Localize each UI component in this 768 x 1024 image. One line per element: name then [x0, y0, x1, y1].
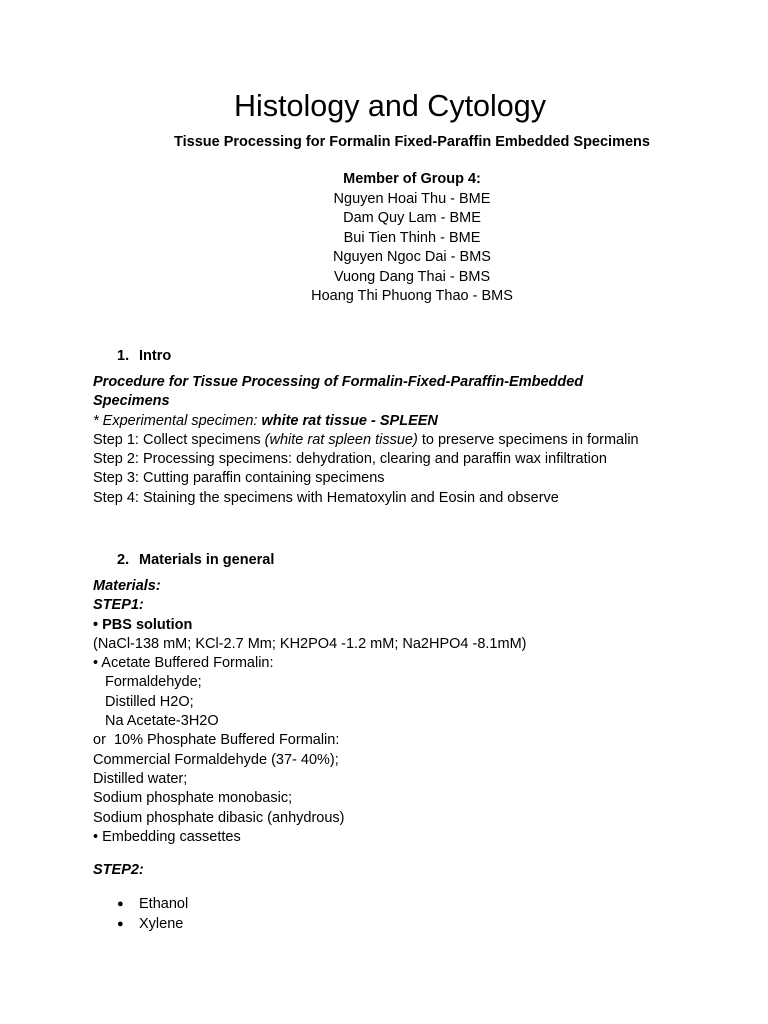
document-title: Histology and Cytology — [234, 89, 546, 123]
acetate-item: Distilled H2O; — [105, 693, 194, 710]
experimental-specimen — [93, 412, 753, 431]
group-members — [0, 170, 768, 307]
step-1-italic: (white rat spleen tissue) — [264, 431, 418, 448]
member-name: Bui Tien Thinh - BME — [343, 229, 481, 246]
procedure-title: Procedure for Tissue Processing of Formalin-Fixed-Paraffin-Embedded — [93, 374, 584, 390]
section-title: Intro — [139, 348, 172, 364]
list-item — [117, 914, 188, 934]
phosphate-item: Distilled water; — [93, 770, 188, 787]
intro-body — [93, 373, 753, 508]
pbs-detail: (NaCl-138 mM; KCl-2.7 Mm; KH2PO4 -1.2 mM; Na2HPO4 -8.1mM) — [93, 635, 527, 652]
member-name: Vuong Dang Thai - BMS — [333, 268, 491, 285]
step-2: Step 2: Processing specimens: dehydration, clearing and paraffin wax infiltration — [93, 451, 607, 468]
list-item-text: Ethanol — [139, 896, 189, 912]
phosphate-item: Commercial Formaldehyde (37- 40%); — [93, 751, 339, 768]
member-name: Dam Quy Lam - BME — [343, 210, 481, 226]
step1-label: STEP1: — [93, 597, 144, 614]
section-heading-materials — [117, 551, 274, 569]
document-subtitle: Tissue Processing for Formalin Fixed-Paraffin Embedded Specimens — [174, 134, 650, 150]
step2-list — [117, 894, 188, 934]
bullet-icon: ● — [117, 898, 124, 910]
step-4: Step 4: Staining the specimens with Hematoxylin and Eosin and observe — [93, 489, 559, 506]
phosphate-formalin: or 10% Phosphate Buffered Formalin: — [93, 732, 340, 749]
phosphate-item: Sodium phosphate dibasic (anhydrous) — [93, 809, 345, 826]
acetate-item: Na Acetate-3H2O — [105, 713, 219, 730]
specimen-value: white rat tissue - SPLEEN — [261, 412, 438, 429]
pbs-solution: • PBS solution — [93, 616, 193, 633]
list-item — [117, 894, 188, 914]
list-item-text: Xylene — [139, 916, 184, 932]
members-heading: Member of Group 4: — [343, 171, 481, 187]
member-name: Nguyen Ngoc Dai - BMS — [333, 249, 491, 265]
section-number: 1. — [117, 348, 130, 364]
section-heading-intro — [117, 347, 171, 365]
step-1 — [93, 431, 753, 450]
step-3: Step 3: Cutting paraffin containing specimens — [93, 470, 385, 487]
step-1-suffix: to preserve specimens in formalin — [417, 431, 639, 448]
specimen-label: * Experimental specimen: — [93, 412, 262, 429]
phosphate-item: Sodium phosphate monobasic; — [93, 790, 293, 807]
materials-body — [93, 577, 753, 847]
bullet-icon: ● — [117, 918, 124, 930]
embedding-cassettes: • Embedding cassettes — [93, 828, 241, 845]
procedure-title-cont: Specimens — [93, 393, 170, 410]
section-title: Materials in general — [139, 552, 275, 568]
step2-section — [93, 861, 753, 880]
materials-label: Materials: — [93, 578, 161, 594]
member-name: Hoang Thi Phuong Thao - BMS — [311, 288, 513, 304]
acetate-item: Formaldehyde; — [105, 674, 202, 691]
member-name: Nguyen Hoai Thu - BME — [333, 190, 491, 207]
step-1-text: Step 1: Collect specimens — [93, 431, 265, 448]
acetate-formalin: • Acetate Buffered Formalin: — [93, 655, 274, 672]
step2-label: STEP2: — [93, 862, 144, 878]
section-number: 2. — [117, 552, 130, 568]
